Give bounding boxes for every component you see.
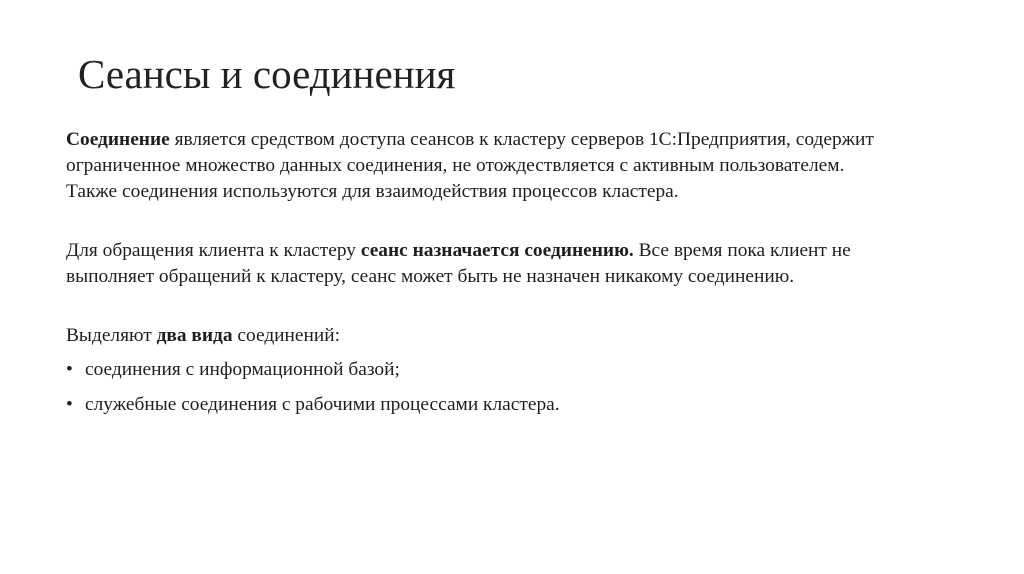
paragraph-text: Для обращения клиента к кластеру [66,240,361,261]
paragraph-connection-definition [66,127,966,205]
paragraph-text: является средством доступа сеансов к кластеру серверов 1С:Предприятия, содержит [169,129,874,150]
paragraph-text: Все время пока клиент не [633,240,851,261]
paragraph-text: соединений: [232,325,341,346]
paragraph-text: выполняет обращений к кластеру, сеанс может быть не назначен никакому соединению. [66,266,795,287]
slide-content [66,127,966,427]
bullet-icon: • [66,394,73,415]
connection-types-list [66,357,966,418]
paragraph-text: Также соединения используются для взаимодействия процессов кластера. [66,181,679,202]
list-item-text: служебные соединения с рабочими процессами кластера. [85,394,560,415]
slide-title: Сеансы и соединения [78,51,456,97]
bullet-icon: • [66,359,73,380]
paragraph-text: ограниченное множество данных соединения, не отождествляется с активным пользователем. [66,155,845,176]
term-connection: Соединение [66,129,170,150]
list-item [66,357,966,383]
paragraph-connection-types [66,323,966,349]
emphasis-two-types: два вида [156,325,233,346]
paragraph-text: Выделяют [66,325,157,346]
emphasis-session-assigned: сеанс назначается соединению. [360,240,634,261]
paragraph-session-assignment [66,238,966,290]
list-item [66,392,966,418]
list-item-text: соединения с информационной базой; [85,359,400,380]
